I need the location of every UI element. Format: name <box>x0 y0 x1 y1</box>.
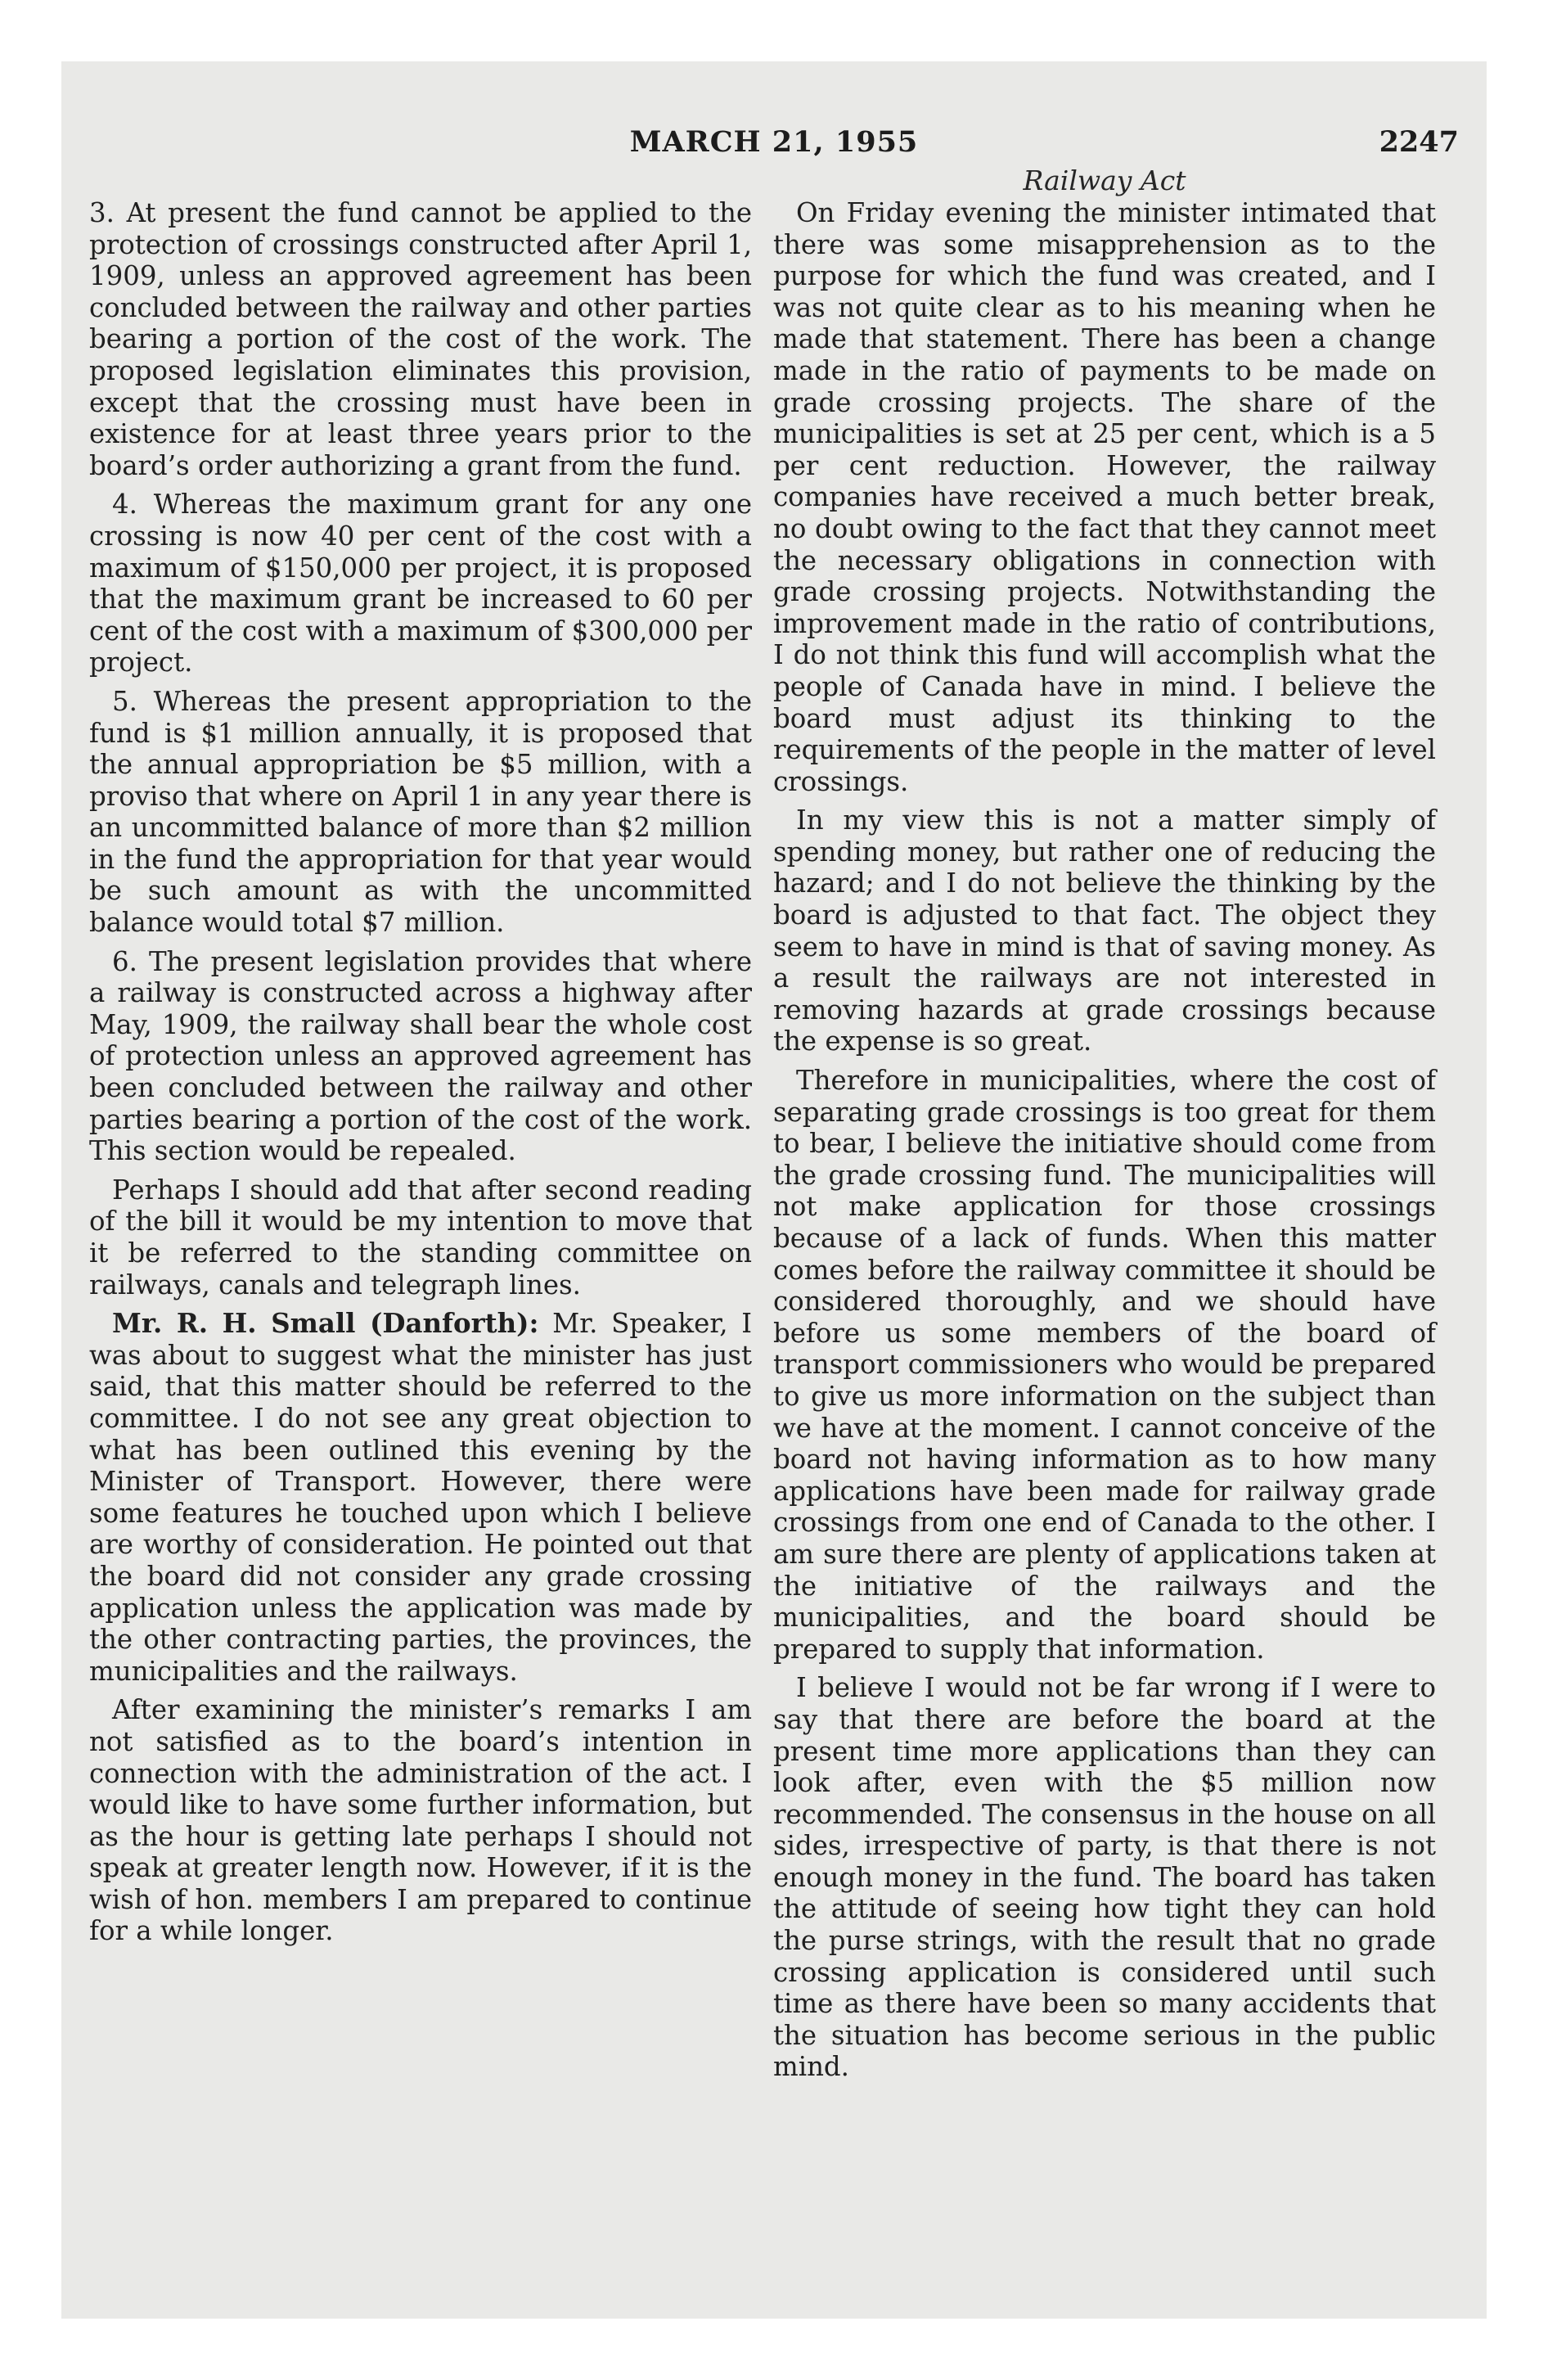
paragraph: 6. The present legislation provides that where a railway is constructed across a highway after May, 1909, the railway shall bear the whole cost of protection unless an approved agreement has been concluded between the railway and other parties bearing a portion of the cost of the work. This section would be repealed. <box>89 945 752 1167</box>
speaker-name: Mr. R. H. Small (Danforth): <box>112 1308 539 1340</box>
left-column <box>89 197 752 1954</box>
paragraph: Perhaps I should add that after second reading of the bill it would be my intention to move that it be referred to the standing committee on railways, canals and telegraph lines. <box>89 1174 752 1300</box>
paragraph: 4. Whereas the maximum grant for any one crossing is now 40 per cent of the cost with a maximum of $150,000 per project, it is proposed that the maximum grant be increased to 60 per cent of the cost with a maximum of $300,000 per project. <box>89 489 752 678</box>
running-head: Railway Act <box>1023 165 1186 196</box>
paragraph: On Friday evening the minister intimated that there was some misapprehension as to the purpose for which the fund was created, and I was not quite clear as to his meaning when he made that statement. There has been a change made in the ratio of payments to be made on grade crossing projects. The share of the municipalities is set at 25 per cent, which is a 5 per cent reduction. However, the railway companies have received a much better break, no doubt owing to the fact that they cannot meet the necessary obligations in connection with grade crossing projects. Notwithstanding the improvement made in the ratio of contributions, I do not think this fund will accomplish what the people of Canada have in mind. I believe the board must adjust its thinking to the requirements of the people in the matter of level crossings. <box>773 197 1436 797</box>
paragraph: Therefore in municipalities, where the cost of separating grade crossings is too great for them to bear, I believe the initiative should come from the grade crossing fund. The municipalities will not make application for those crossings because of a lack of funds. When this matter comes before the railway committee it should be considered thoroughly, and we should have before us some members of the board of transport commissioners who would be prepared to give us more information on the subject than we have at the moment. I cannot conceive of the board not having information as to how many applications have been made for railway grade crossings from one end of Canada to the other. I am sure there are plenty of applications taken at the initiative of the railways and the municipalities, and the board should be prepared to supply that information. <box>773 1065 1436 1665</box>
paragraph: After examining the minister’s remarks I am not satisfied as to the board’s intention in connection with the administration of the act. I would like to have some further information, but as the hour is getting late perhaps I should not speak at greater length now. However, if it is the wish of hon. members I am prepared to continue for a while longer. <box>89 1694 752 1947</box>
page-header <box>89 125 1459 165</box>
paragraph: 5. Whereas the present appropriation to the fund is $1 million annually, it is proposed that the annual appropriation be $5 million, with a proviso that where on April 1 in any year there is an uncommitted balance of more than $2 million in the fund the appropriation for that year would be such amount as with the uncommitted balance would total $7 million. <box>89 685 753 939</box>
paragraph: In my view this is not a matter simply of spending money, but rather one of reducing the hazard; and I do not believe the thinking by the board is adjusted to that fact. The object they seem to have in mind is that of saving money. As a result the railways are not interested in removing hazards at grade crossings because the expense is so great. <box>773 805 1436 1057</box>
speech-paragraph <box>89 1308 752 1687</box>
page-number: 2247 <box>1379 125 1459 159</box>
speech-text: Mr. Speaker, I was about to suggest what the minister has just said, that this matter should be referred to the committee. I do not see any great objection to what has been outlined this evening by the Minister of Transport. However, there were some features he touched upon which I believe are worthy of consideration. He pointed out that the board did not consider any grade crossing application unless the application was made by the other contracting parties, the provinces, the municipalities and the railways. <box>89 1308 752 1687</box>
paragraph: I believe I would not be far wrong if I were to say that there are before the board at the present time more applications than they can look after, even with the $5 million now recommended. The consensus in the house on all sides, irrespective of party, is that there is not enough money in the fund. The board has taken the attitude of seeing how tight they can hold the purse strings, with the result that no grade crossing application is considered until such time as there have been so many accidents that the situation has become serious in the public mind. <box>773 1672 1436 2083</box>
document-page <box>61 61 1487 2319</box>
header-date: MARCH 21, 1955 <box>629 125 919 159</box>
right-column <box>773 197 1436 2090</box>
paragraph: 3. At present the fund cannot be applied to the protection of crossings constructed after April 1, 1909, unless an approved agreement has been concluded between the railway and other parties bearing a portion of the cost of the work. The proposed legislation eliminates this provision, except that the crossing must have been in existence for at least three years prior to the board’s order authorizing a grant from the fund. <box>89 197 752 481</box>
